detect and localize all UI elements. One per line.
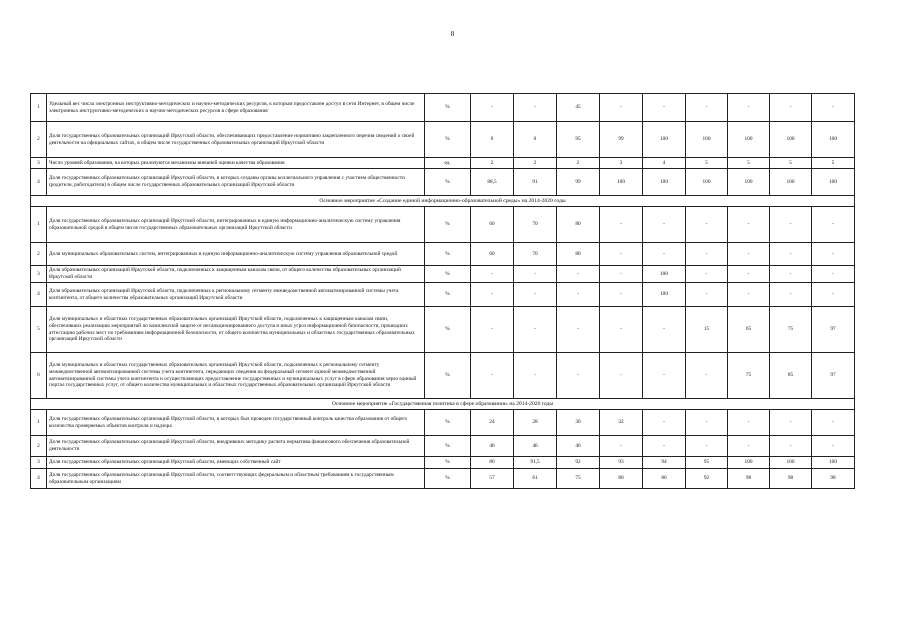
value-cell: 92 [686,469,728,489]
indicator-row [31,353,855,399]
value-cell: - [770,436,812,457]
value-cell: - [514,307,557,353]
value-cell: - [728,266,770,283]
value-cell: - [600,207,643,243]
unit-cell: % [425,353,471,399]
indicator-row [31,169,855,196]
indicator-row [31,469,855,489]
row-number: 2 [31,436,47,457]
value-cell: 24 [471,410,514,436]
value-cell: 80 [557,243,600,266]
value-cell: - [686,353,728,399]
value-cell: 4 [643,158,686,169]
value-cell: 97 [812,307,855,353]
value-cell: - [514,283,557,307]
unit-cell: % [425,410,471,436]
value-cell: - [643,243,686,266]
section-title: Основное мероприятие «Создание единой информационно-образовательной среды» на 2014-2020 годы [31,196,855,207]
row-number: 3 [31,457,47,469]
value-cell: - [600,266,643,283]
value-cell: - [471,307,514,353]
value-cell: - [643,307,686,353]
value-cell: - [686,266,728,283]
value-cell: - [557,353,600,399]
indicator-name: Доля образовательных организаций Иркутской области, подключенных к региональному сегменту межведомственной автоматизированной системы учета контингента, от общего количества образовательных организаций Иркутской области [47,283,425,307]
row-number: 1 [31,410,47,436]
value-cell: - [600,94,643,122]
value-cell: - [514,353,557,399]
value-cell: 75 [557,469,600,489]
value-cell: 93 [600,457,643,469]
value-cell: - [728,436,770,457]
value-cell: 75 [770,307,812,353]
unit-cell: % [425,122,471,158]
value-cell: 85 [770,353,812,399]
value-cell: - [770,94,812,122]
unit-cell: % [425,243,471,266]
value-cell: - [770,207,812,243]
value-cell: - [686,436,728,457]
value-cell: 30 [557,410,600,436]
value-cell: - [728,410,770,436]
value-cell: 2 [514,158,557,169]
value-cell: - [812,410,855,436]
value-cell: 100 [643,283,686,307]
indicator-name: Доля государственных образовательных организаций Иркутской области, обеспечивающих предоставление нормативно закрепленного перечня сведений о своей деятельности на официальных сайтах, в общем числе государственных образовательных организаций Иркутской области [47,122,425,158]
row-number: 1 [31,94,47,122]
value-cell: - [643,436,686,457]
indicator-name: Доля муниципальных и областных государственных образовательных организаций Иркутской области, подключенных к защищенным каналам связи, обеспечивших реализацию мероприятий по комплексной защите от несанкционированного доступа и иных угроз информационной безопасности, прошедших аттестацию рабочих мест по требованиям информационной безопасности, от общего количества муниципальных и областных государственных образовательных организаций Иркутской области [47,307,425,353]
value-cell: 5 [812,158,855,169]
value-cell: - [600,436,643,457]
row-number: 6 [31,353,47,399]
value-cell: - [471,266,514,283]
value-cell: - [514,94,557,122]
value-cell: - [770,410,812,436]
row-number: 3 [31,266,47,283]
value-cell: - [812,243,855,266]
value-cell: - [600,243,643,266]
indicators-table [30,93,855,489]
indicator-name: Доля муниципальных образовательных систем, интегрированных в единую информационно-аналитическую систему управления образовательной средой [47,243,425,266]
indicator-row [31,436,855,457]
value-cell: 5 [770,158,812,169]
row-number: 5 [31,307,47,353]
value-cell: 15 [686,307,728,353]
value-cell: 99 [557,169,600,196]
value-cell: 100 [812,169,855,196]
unit-cell: % [425,457,471,469]
value-cell: - [686,94,728,122]
indicator-name: Доля государственных образовательных организаций Иркутской области, соответствующих федеральным и областным требованиям к государственным образовательным организациям [47,469,425,489]
unit-cell: % [425,266,471,283]
value-cell: 75 [728,353,770,399]
value-cell: - [812,436,855,457]
value-cell: - [557,283,600,307]
value-cell: 2 [471,158,514,169]
value-cell: - [812,266,855,283]
value-cell: 60 [471,243,514,266]
unit-cell: % [425,436,471,457]
value-cell: 0 [471,122,514,158]
value-cell: 100 [643,169,686,196]
value-cell: 46 [557,436,600,457]
row-number: 4 [31,283,47,307]
row-number: 2 [31,122,47,158]
row-number: 3 [31,158,47,169]
value-cell: - [686,283,728,307]
value-cell: 98 [770,469,812,489]
unit-cell: % [425,469,471,489]
value-cell: 45 [557,94,600,122]
indicator-name: Доля государственных образовательных организаций Иркутской области, внедривших методику расчета норматива финансового обеспечения образовательной деятельности [47,436,425,457]
value-cell: - [686,410,728,436]
indicator-name: Доля государственных образовательных организаций Иркутской области, в которых созданы органы коллегиального управления с участием общественности (родители, работодатели) в общем числе государственных образовательных организаций Иркутской области [47,169,425,196]
value-cell: 3 [600,158,643,169]
row-number: 2 [31,243,47,266]
indicator-name: Доля государственных образовательных организаций Иркутской области, в которых был проведен государственный контроль качества образования от общего количества проверяемых объектов контроля и надзора [47,410,425,436]
value-cell: 80 [557,207,600,243]
value-cell: 28 [514,410,557,436]
value-cell: 91,5 [514,457,557,469]
value-cell: - [471,94,514,122]
value-cell: 97 [812,353,855,399]
value-cell: - [557,307,600,353]
value-cell: 100 [686,169,728,196]
value-cell: - [514,266,557,283]
value-cell: 60 [471,207,514,243]
table-body [31,94,855,489]
indicator-name: Доля образовательных организаций Иркутской области, подключенных к защищенным каналам связи, от общего количества образовательных организаций Иркутской области [47,266,425,283]
value-cell: 100 [728,457,770,469]
value-cell: 100 [770,122,812,158]
unit-cell: % [425,307,471,353]
unit-cell: % [425,169,471,196]
indicator-name: Доля государственных образовательных организаций Иркутской области, интегрированных в единую информационно-аналитическую систему управления образовательной средой в общем числе государственных образовательных организаций Иркутской области [47,207,425,243]
value-cell: - [686,207,728,243]
row-number: 4 [31,169,47,196]
unit-cell: % [425,283,471,307]
value-cell: 61 [514,469,557,489]
value-cell: 98 [812,469,855,489]
section-title: Основное мероприятие «Государственная политика в сфере образования» на 2014-2020 годы [31,399,855,410]
value-cell: 80 [600,469,643,489]
indicator-name: Удельный вес числа электронных инструктивно-методических и научно-методических ресурсов, к которым предоставлен доступ в сети Интернет, в общем числе электронных инструктивно-методических и научно-методических ресурсов в сфере образования [47,94,425,122]
value-cell: - [686,243,728,266]
value-cell: 46 [471,436,514,457]
indicator-name: Доля муниципальных и областных государственных образовательных организаций Иркутской области, подключенных к региональному сегменту межведомственной автоматизированной системы учета контингента, передающих сведения на федеральный сегмент единой межведомственной автоматизированной системы учета контингента и осуществляющих предоставление государственных и муниципальных услуг в сфере образования через единый портал государственных услуг, от общего количества муниципальных и областных государственных образовательных организаций Иркутской области [47,353,425,399]
indicator-row [31,158,855,169]
row-number: 1 [31,207,47,243]
indicator-row [31,94,855,122]
row-number: 4 [31,469,47,489]
page-number: 8 [450,30,455,38]
value-cell: - [728,94,770,122]
value-cell: 100 [770,169,812,196]
value-cell: 92 [557,457,600,469]
indicator-row [31,122,855,158]
indicator-row [31,266,855,283]
value-cell: - [812,94,855,122]
value-cell: 100 [812,122,855,158]
value-cell: 2 [557,158,600,169]
indicator-row [31,307,855,353]
unit-cell: ед. [425,158,471,169]
section-header-row [31,196,855,207]
value-cell: 94 [643,457,686,469]
value-cell: - [471,283,514,307]
value-cell: 0 [514,122,557,158]
section-header-row [31,399,855,410]
value-cell: 5 [686,158,728,169]
value-cell: 100 [643,266,686,283]
indicator-row [31,410,855,436]
value-cell: 32 [600,410,643,436]
unit-cell: % [425,94,471,122]
value-cell: - [557,266,600,283]
value-cell: - [643,353,686,399]
value-cell: - [643,94,686,122]
indicator-name: Доля государственных образовательных организаций Иркутской области, имеющих собственный сайт [47,457,425,469]
unit-cell: % [425,207,471,243]
value-cell: - [600,283,643,307]
indicator-row [31,283,855,307]
value-cell: 88,5 [471,169,514,196]
value-cell: - [471,353,514,399]
indicator-row [31,243,855,266]
value-cell: - [728,283,770,307]
value-cell: 70 [514,243,557,266]
value-cell: - [643,410,686,436]
value-cell: 46 [514,436,557,457]
value-cell: - [812,283,855,307]
value-cell: - [770,243,812,266]
value-cell: 100 [600,169,643,196]
value-cell: 70 [514,207,557,243]
value-cell: - [728,207,770,243]
value-cell: 98 [728,469,770,489]
value-cell: - [600,307,643,353]
value-cell: 5 [728,158,770,169]
value-cell: 100 [812,457,855,469]
value-cell: - [728,243,770,266]
value-cell: - [812,207,855,243]
indicator-name: Число уровней образования, на которых реализуются механизмы внешней оценки качества образования [47,158,425,169]
value-cell: 100 [643,122,686,158]
value-cell: 100 [770,457,812,469]
value-cell: 99 [600,122,643,158]
value-cell: 100 [728,122,770,158]
value-cell: - [770,283,812,307]
value-cell: 95 [686,457,728,469]
value-cell: - [770,266,812,283]
value-cell: 57 [471,469,514,489]
value-cell: 86 [643,469,686,489]
value-cell: - [600,353,643,399]
value-cell: 80 [471,457,514,469]
value-cell: 100 [728,169,770,196]
indicator-row [31,457,855,469]
value-cell: 91 [514,169,557,196]
value-cell: - [643,207,686,243]
value-cell: 65 [728,307,770,353]
indicator-row [31,207,855,243]
value-cell: 95 [557,122,600,158]
value-cell: 100 [686,122,728,158]
